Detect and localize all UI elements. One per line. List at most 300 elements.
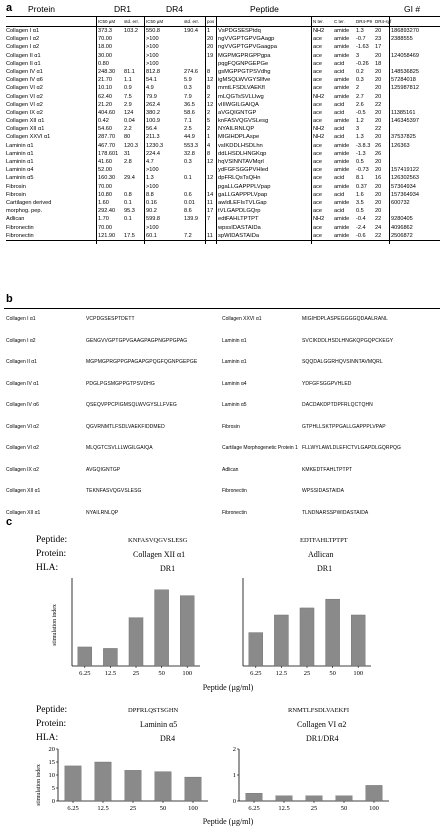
- protein-cell: Collagen VI α2: [6, 93, 43, 100]
- ic50-dr4-cell: 211.3: [146, 134, 160, 141]
- protein-cell: Adlican: [6, 216, 25, 223]
- label-protein-bottom: Protein:: [36, 719, 67, 729]
- stderr-dr4-cell: 190.4: [184, 28, 198, 34]
- dr4-syf-cell: 20: [375, 68, 382, 75]
- y-tick-label: 0: [51, 798, 55, 805]
- ic50-dr1-cell: 52.00: [98, 167, 112, 174]
- ic50-dr1-cell: 70.00: [98, 36, 112, 43]
- stderr-dr1-cell: 0.9: [124, 85, 132, 92]
- x-axis-label-bottom: Peptide (µg/ml): [202, 817, 254, 826]
- cter-cell: amide: [334, 28, 350, 34]
- sequence-protein-label: Fibronectin: [222, 509, 247, 516]
- nter-cell: ace: [313, 36, 323, 43]
- pos-cell: 5: [207, 118, 211, 125]
- dr4-syf-cell: 20: [375, 199, 382, 206]
- cter-cell: amide: [334, 224, 350, 231]
- bar: [336, 796, 353, 801]
- dr4-p9-cell: 0.5: [356, 159, 364, 165]
- gi-cell: 57364934: [391, 183, 416, 190]
- pos-cell: 19: [207, 52, 214, 59]
- gi-cell: 2506872: [391, 232, 413, 239]
- sequence-entry: [222, 338, 437, 350]
- panel-b-letter: b: [6, 293, 13, 305]
- y-tick-label: 5: [51, 785, 55, 792]
- dr4-syf-cell: 20: [375, 208, 382, 215]
- column-divider: [144, 16, 145, 244]
- table-row: [6, 150, 440, 158]
- dr4-syf-cell: 20: [375, 52, 382, 59]
- nter-cell: NH2: [313, 28, 325, 34]
- ic50-dr4-cell: 1.3: [146, 175, 154, 182]
- protein-cell: Collagen IV α1: [6, 68, 43, 75]
- peptide-cell: NYAILRNLQP: [218, 126, 255, 133]
- peptide-cell: vsIKDDLHSDLhn: [218, 142, 263, 149]
- hla-top-left: DR1: [160, 564, 176, 573]
- y-tick-label: 0: [232, 798, 236, 805]
- panel-a-letter: a: [6, 2, 13, 14]
- y-tick-label: 15: [48, 759, 55, 766]
- cter-cell: amide: [334, 85, 350, 92]
- dr4-p9-cell: 8.1: [356, 175, 364, 182]
- sequence-protein-label: Collagen II α1: [6, 359, 37, 365]
- dr4-syf-cell: 16: [375, 175, 382, 182]
- label-hla-bottom: HLA:: [36, 733, 59, 743]
- x-axis-label-top: Peptide (µg/ml): [202, 683, 254, 692]
- sequence-protein-label: Collagen IV α6: [6, 402, 39, 408]
- sequence-protein-label: Collagen IV α1: [6, 380, 39, 387]
- stderr-dr1-cell: 2.2: [124, 126, 132, 133]
- dr4-syf-cell: 20: [375, 109, 382, 116]
- peptide-cell: awldLEFIsTVLGap: [218, 199, 267, 206]
- table-row: [6, 183, 440, 191]
- peptide-cell: vIIIWGILGAIQA: [218, 101, 259, 108]
- protein-cell: Collagen VI α2: [6, 101, 43, 108]
- protein-cell: Collagen XII α1: [6, 126, 45, 133]
- gi-cell: 37537825: [391, 134, 416, 141]
- dr4-p9-cell: 2: [356, 85, 360, 92]
- pos-cell: 4: [207, 142, 211, 149]
- protein-cell: Collagen IX α2: [6, 109, 43, 116]
- header-protein: Protein: [28, 4, 55, 14]
- sequence-entry: [222, 467, 437, 479]
- stderr-dr4-cell: 0.3: [184, 159, 192, 165]
- table-row: [6, 101, 440, 109]
- stderr-dr4-cell: 0.3: [184, 85, 192, 92]
- cter-cell: amide: [334, 216, 350, 223]
- table-row: [6, 84, 440, 92]
- ic50-dr4-cell: >100: [146, 224, 159, 231]
- nter-cell: ace: [313, 68, 323, 75]
- stderr-dr4-cell: 32.8: [184, 150, 195, 157]
- ic50-dr4-cell: 79.9: [146, 93, 157, 100]
- stderr-dr1-cell: 80: [124, 134, 131, 141]
- dr4-p9-cell: -0.5: [356, 109, 366, 116]
- ic50-dr1-cell: 30.00: [98, 52, 112, 59]
- table-row: [6, 35, 440, 43]
- sequence-text: DACDAKDPTDPFRLQCTQHN: [302, 402, 373, 408]
- sequence-text: NYAILRNLQP: [86, 509, 119, 516]
- dr4-p9-cell: -1.3: [356, 150, 366, 157]
- y-tick-label: 20: [48, 746, 55, 753]
- gi-cell: 157419122: [391, 167, 419, 174]
- dr4-p9-cell: 0.37: [356, 183, 367, 190]
- stderr-dr1-cell: 81.1: [124, 68, 135, 75]
- ic50-dr4-cell: >100: [146, 167, 159, 174]
- nter-cell: NH2: [313, 126, 325, 133]
- y-tick-label: 2: [232, 746, 236, 753]
- pos-cell: 7: [207, 216, 211, 223]
- bar: [65, 766, 82, 801]
- peptide-cell: pgaLLGAPPPLVpap: [218, 183, 271, 190]
- ic50-dr4-cell: 4.7: [146, 159, 154, 165]
- stderr-dr4-cell: 274.6: [184, 68, 198, 75]
- table-row: [6, 133, 440, 141]
- dr4-syf-cell: 20: [375, 167, 382, 174]
- table-row: [6, 232, 440, 240]
- protein-cell: Collagen XXVI α1: [6, 134, 51, 141]
- bar: [276, 796, 293, 801]
- ic50-dr1-cell: 18.00: [98, 44, 112, 51]
- ic50-dr1-cell: 21.20: [98, 101, 112, 108]
- column-divider: [205, 16, 206, 244]
- stderr-dr1-cell: 17.5: [124, 232, 135, 239]
- protein-cell: Collagen I α2: [6, 44, 40, 51]
- panel-a-table: [6, 3, 440, 241]
- sequence-entry: [222, 488, 437, 500]
- nter-cell: ace: [313, 159, 323, 165]
- sequence-protein-label: Collagen XXVI α1: [222, 316, 262, 322]
- ic50-dr1-cell: 121.90: [98, 232, 116, 239]
- dr4-p9-cell: 1.6: [356, 191, 364, 198]
- stderr-dr1-cell: 2.9: [124, 101, 132, 108]
- sub-stderr-dr4: std. err.: [184, 19, 200, 24]
- x-tick-label: 6.25: [79, 670, 91, 677]
- stderr-dr4-cell: 139.9: [184, 216, 198, 223]
- nter-cell: ace: [313, 77, 323, 84]
- sub-dr4-p9: DR4-P9: [356, 19, 373, 24]
- dr4-syf-cell: 22: [375, 126, 382, 133]
- cter-cell: acid: [334, 68, 345, 75]
- dr4-p9-cell: -0.6: [356, 232, 366, 239]
- bar: [366, 785, 383, 801]
- x-tick-label: 25: [310, 805, 318, 812]
- dr4-syf-cell: 22: [375, 216, 382, 223]
- bar: [246, 793, 263, 801]
- stderr-dr4-cell: 8.6: [184, 208, 192, 215]
- ic50-dr1-cell: 0.80: [98, 60, 109, 67]
- sequence-entry: [6, 381, 221, 393]
- sub-nter: N ter.: [313, 19, 324, 24]
- ic50-dr4-cell: 90.2: [146, 208, 157, 215]
- protein-cell: Collagen XII α1: [6, 118, 45, 125]
- peptide-bottom-right: RNMTLFSDLVAEKFI: [288, 707, 350, 714]
- protein-cell: Collagen I α2: [6, 36, 40, 43]
- dr4-syf-cell: 23: [375, 36, 382, 43]
- x-tick-label: 100: [353, 670, 364, 677]
- pos-cell: 11: [207, 232, 213, 239]
- sequence-protein-label: Fibrosin: [222, 423, 240, 430]
- peptide-cell: knFASVQGVSLesg: [218, 118, 269, 125]
- table-row: [6, 158, 440, 166]
- stderr-dr4-cell: 0.1: [184, 175, 192, 182]
- dr4-p9-cell: 2.7: [356, 93, 364, 100]
- gi-cell: 11385161: [391, 109, 416, 116]
- stderr-dr4-cell: 0.01: [184, 199, 195, 206]
- sequence-text: GENGVVGPTGPVGAAGPAGPNGPPGPAG: [86, 337, 188, 344]
- cter-cell: acid: [334, 109, 345, 116]
- pos-cell: 2: [207, 93, 211, 100]
- pos-cell: 12: [207, 175, 214, 182]
- protein-top-left: Collagen XII α1: [133, 550, 186, 559]
- stderr-dr4-cell: 553.3: [184, 142, 198, 149]
- stderr-dr4-cell: 7.1: [184, 118, 192, 125]
- dr4-syf-cell: 20: [375, 134, 382, 141]
- peptide-cell: pqgFQGNPGEPGe: [218, 60, 269, 67]
- dr4-syf-cell: 24: [375, 224, 382, 231]
- peptide-top-left: KNFASVQGVSLESG: [128, 537, 188, 544]
- ic50-dr4-cell: >100: [146, 183, 159, 190]
- table-row: [6, 76, 440, 84]
- pos-cell: 14: [207, 191, 214, 198]
- cter-cell: amide: [334, 36, 350, 43]
- x-tick-label: 25: [129, 805, 137, 812]
- sequence-text: MIGIHDPLASPEGGGGQDAALRANL: [302, 316, 388, 322]
- pos-cell: 1: [207, 134, 211, 141]
- sequence-text: SQQDALGGRHQVSINNTAVMQRL: [302, 359, 383, 365]
- peptide-cell: wpssIDASTAIDa: [218, 224, 261, 231]
- sequence-entry: [6, 445, 221, 457]
- peptide-cell: dpFRLQsTsQHn: [218, 175, 261, 182]
- protein-cell: Collagen I α1: [6, 28, 40, 34]
- peptide-cell: MGPMGPRGPPgpa: [218, 52, 271, 59]
- nter-cell: ace: [313, 199, 323, 206]
- sub-ic50-dr4: IC50 µM: [146, 19, 164, 24]
- x-tick-label: 6.25: [67, 805, 79, 812]
- gi-cell: 57284018: [391, 77, 416, 84]
- sequence-text: YDFGFSGGPVHLED: [302, 380, 352, 387]
- x-tick-label: 50: [340, 805, 348, 812]
- dr4-p9-cell: 1.2: [356, 118, 364, 125]
- sequence-text: MLQGTCSVLLLWGILGAIQA: [86, 445, 153, 451]
- dr4-p9-cell: -0.73: [356, 167, 369, 174]
- stderr-dr4-cell: 36.5: [184, 101, 195, 108]
- x-tick-label: 25: [132, 670, 140, 677]
- sequence-text: PDGLPGSMGPPGTPSVDHG: [86, 380, 155, 387]
- sequence-entry: [222, 316, 437, 328]
- ic50-dr1-cell: 404.60: [98, 109, 116, 116]
- ic50-dr1-cell: 10.80: [98, 191, 112, 198]
- gi-cell: 148536825: [391, 68, 419, 75]
- hla-bottom-left: DR4: [160, 734, 176, 743]
- table-row: [6, 215, 440, 223]
- dr4-syf-cell: 26: [375, 142, 382, 149]
- ic50-dr4-cell: 224.4: [146, 150, 160, 157]
- sub-pos: pos: [207, 19, 215, 24]
- column-divider: [389, 16, 390, 244]
- peptide-cell: hqVSINNTAVMqrl: [218, 159, 264, 165]
- nter-cell: NH2: [313, 216, 325, 223]
- nter-cell: ace: [313, 85, 323, 92]
- table-row: [6, 43, 440, 51]
- stderr-dr1-cell: 103.2: [124, 28, 138, 34]
- bar: [306, 796, 323, 801]
- protein-cell: Collagen VI α2: [6, 85, 43, 92]
- protein-cell: Fibronectin: [6, 232, 34, 239]
- gi-cell: 126302563: [391, 175, 419, 182]
- sequence-entry: [222, 402, 437, 414]
- hla-top-right: DR1: [317, 564, 333, 573]
- x-tick-label: 100: [188, 805, 198, 812]
- sub-ic50-dr1: IC50 µM: [98, 19, 116, 24]
- sequence-text: QGVRNMTLFSDLVAEKFIDDMED: [86, 423, 165, 430]
- dr4-p9-cell: -0.7: [356, 36, 366, 43]
- ic50-dr4-cell: 1230.3: [146, 142, 164, 149]
- sequence-protein-label: Adlican: [222, 466, 239, 473]
- nter-cell: ace: [313, 52, 323, 59]
- dr4-p9-cell: -0.4: [356, 216, 366, 223]
- nter-cell: ace: [313, 44, 323, 51]
- sequence-entry: [222, 381, 437, 393]
- x-tick-label: 12.5: [275, 670, 288, 677]
- x-tick-label: 6.25: [250, 670, 262, 677]
- cter-cell: amide: [334, 159, 350, 165]
- table-row: [6, 191, 440, 199]
- pos-cell: 12: [207, 159, 214, 165]
- table-row: [6, 207, 440, 215]
- table-row: [6, 125, 440, 133]
- gi-cell: 4096862: [391, 224, 413, 231]
- protein-cell: Laminin α1: [6, 150, 34, 157]
- peptide-cell: ngVVGPTGPVGAagp: [218, 36, 275, 43]
- sequence-text: TEKNFASVQGVSLESG: [86, 488, 142, 494]
- label-protein-top: Protein:: [36, 549, 67, 559]
- x-tick-label: 50: [329, 670, 336, 677]
- bar: [95, 762, 112, 801]
- ic50-dr1-cell: 248.30: [98, 68, 116, 75]
- sequence-protein-label: Laminin α1: [222, 359, 247, 365]
- dr4-p9-cell: 1.3: [356, 28, 364, 34]
- stderr-dr1-cell: 31: [124, 150, 131, 157]
- stderr-dr4-cell: 44.9: [184, 134, 195, 141]
- nter-cell: ace: [313, 142, 323, 149]
- pos-cell: 1: [207, 28, 211, 34]
- sequence-entry: [222, 510, 437, 522]
- pos-cell: 17: [207, 208, 214, 215]
- dr4-syf-cell: 17: [375, 44, 382, 51]
- protein-cell: Collagen II α1: [6, 60, 41, 67]
- pos-cell: 20: [207, 36, 214, 43]
- ic50-dr1-cell: 21.70: [98, 77, 112, 84]
- table-row: [6, 174, 440, 182]
- pos-cell: 12: [207, 101, 214, 108]
- ic50-dr1-cell: 178.601: [98, 150, 119, 157]
- gi-cell: 126363: [391, 142, 410, 149]
- ic50-dr4-cell: 54.1: [146, 77, 157, 84]
- gi-cell: 600732: [391, 199, 410, 206]
- sequence-entry: [6, 338, 221, 350]
- dr4-p9-cell: 3.5: [356, 199, 364, 206]
- pos-cell: 8: [207, 68, 211, 75]
- nter-cell: ace: [313, 224, 323, 231]
- ic50-dr4-cell: >100: [146, 52, 159, 59]
- table-row: [6, 117, 440, 125]
- dr4-syf-cell: 20: [375, 118, 382, 125]
- protein-cell: Fibronectin: [6, 224, 34, 231]
- ic50-dr4-cell: 262.4: [146, 101, 160, 108]
- sequence-protein-label: Collagen I α1: [6, 316, 36, 322]
- stderr-dr1-cell: 7.5: [124, 93, 132, 100]
- sequence-text: VCPDGSESPTDETT: [86, 316, 135, 322]
- ic50-dr4-cell: 380.2: [146, 109, 160, 116]
- dr4-p9-cell: 3: [356, 52, 360, 59]
- peptide-cell: MIGIHDPLAspe: [218, 134, 260, 141]
- ic50-dr4-cell: 60.1: [146, 232, 157, 239]
- ic50-dr1-cell: 54.60: [98, 126, 112, 133]
- table-header: [6, 3, 440, 16]
- protein-cell: Collagen II α1: [6, 52, 41, 59]
- nter-cell: ace: [313, 101, 323, 108]
- sequence-protein-label: Laminin α4: [222, 380, 247, 387]
- ic50-dr1-cell: 1.70: [98, 216, 109, 223]
- dr4-syf-cell: 20: [375, 93, 382, 100]
- sequence-entry: [222, 359, 437, 371]
- stderr-dr4-cell: 2.5: [184, 126, 192, 133]
- protein-cell: Laminin α4: [6, 167, 34, 174]
- nter-cell: ace: [313, 191, 323, 198]
- ic50-dr4-cell: 100.9: [146, 118, 160, 125]
- dr4-p9-cell: 0.2: [356, 68, 364, 75]
- nter-cell: ace: [313, 232, 323, 239]
- ic50-dr4-cell: 550.8: [146, 28, 160, 34]
- peptide-cell: igMSQLWVGYSllfve: [218, 77, 271, 84]
- ic50-dr1-cell: 467.70: [98, 142, 116, 149]
- peptide-top-right: EDTFAHLTPTPT: [300, 537, 348, 544]
- dr4-syf-cell: 22: [375, 101, 382, 108]
- dr4-syf-cell: 18: [375, 60, 382, 67]
- stderr-dr1-cell: 0.1: [124, 199, 132, 206]
- sequence-protein-label: Collagen VI α2: [6, 445, 39, 451]
- ic50-dr1-cell: 70.00: [98, 183, 112, 190]
- dr4-p9-cell: 2.6: [356, 101, 364, 108]
- sequence-text: TLNDNARSSPWIDASTAIDA: [302, 509, 369, 516]
- sequence-protein-label: Collagen IX α2: [6, 466, 39, 473]
- bar: [155, 772, 172, 801]
- sub-cter: C ter.: [334, 19, 345, 24]
- nter-cell: ace: [313, 60, 323, 67]
- sequence-protein-label: Collagen XII α1: [6, 488, 41, 494]
- pos-cell: 8: [207, 85, 211, 92]
- sequence-text: WPSSIDASTAIDA: [302, 488, 345, 494]
- protein-cell: Laminin α1: [6, 142, 34, 149]
- protein-bottom-right: Collagen VI α2: [297, 720, 347, 729]
- gi-cell: 124058469: [391, 52, 419, 59]
- dr4-syf-cell: 20: [375, 191, 382, 198]
- table-row: [6, 142, 440, 150]
- cter-cell: amide: [334, 52, 350, 59]
- ic50-dr4-cell: >100: [146, 60, 159, 67]
- nter-cell: NH2: [313, 134, 325, 141]
- nter-cell: ace: [313, 118, 323, 125]
- gi-cell: 2388555: [391, 36, 413, 43]
- cter-cell: amide: [334, 44, 350, 51]
- sequence-entry: [6, 467, 221, 479]
- hla-bottom-right: DR1/DR4: [306, 734, 339, 743]
- ic50-dr1-cell: 287.70: [98, 134, 116, 141]
- sequence-text: AVGQIGNTGP: [86, 466, 121, 473]
- column-divider: [216, 16, 217, 244]
- cter-cell: amide: [334, 199, 350, 206]
- table-row: [6, 60, 440, 68]
